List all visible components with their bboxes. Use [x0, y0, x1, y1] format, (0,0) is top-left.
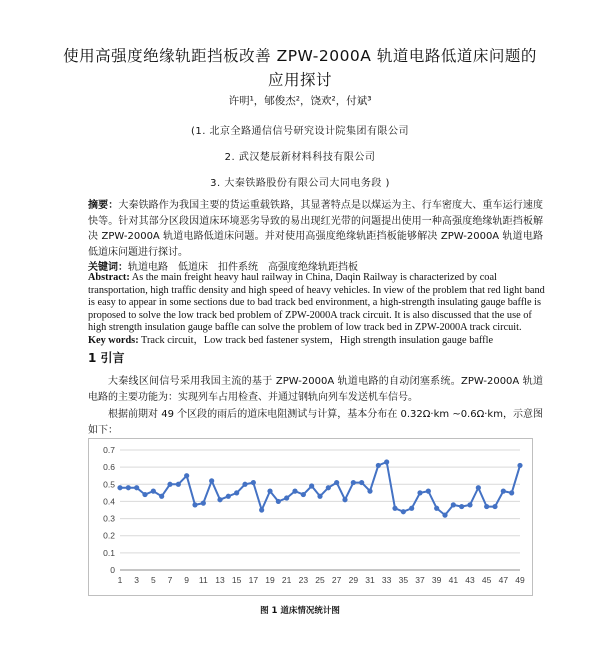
x-tick-label: 15 [231, 575, 242, 585]
data-point [501, 489, 506, 494]
data-point [417, 490, 422, 495]
x-tick-label: 27 [331, 575, 342, 585]
x-tick-label: 11 [198, 575, 208, 585]
x-tick-label: 37 [415, 575, 425, 585]
data-point [392, 506, 397, 511]
x-tick-label: 29 [348, 575, 359, 585]
abstract-zh-label: 摘要： [88, 200, 119, 211]
x-tick-label: 1 [117, 575, 123, 585]
x-tick-label: 47 [498, 575, 509, 585]
data-point [259, 507, 264, 512]
road-bed-chart [88, 438, 533, 596]
y-tick-label: 0.2 [103, 530, 115, 541]
x-tick-label: 17 [248, 575, 259, 585]
x-tick-label: 13 [215, 575, 225, 585]
section-heading: 1 引言 [88, 351, 125, 365]
paragraph-1: 大秦线区间信号采用我国主流的基于 ZPW-2000A 轨道电路的自动闭塞系统。ZPW-2000A 轨道电路的主要功能为：实现列车占用检查、并通过钢轨向列车发送机车信号。 [88, 376, 543, 403]
data-point [334, 480, 339, 485]
affiliation-1: (1. 北京全路通信信号研究设计院集团有限公司 [190, 126, 410, 137]
data-point [459, 504, 464, 509]
data-point [201, 501, 206, 506]
data-point [292, 489, 297, 494]
data-point [284, 495, 289, 500]
x-tick-label: 41 [448, 575, 459, 585]
data-point [476, 485, 481, 490]
data-point [384, 459, 389, 464]
data-point [484, 504, 489, 509]
data-point [301, 492, 306, 497]
data-point [267, 489, 272, 494]
data-point [184, 473, 189, 478]
x-tick-label: 31 [365, 575, 375, 585]
data-point [509, 490, 514, 495]
data-point [351, 480, 356, 485]
x-tick-label: 19 [265, 575, 275, 585]
data-point [367, 489, 372, 494]
x-tick-label: 21 [281, 575, 292, 585]
abstract-en-label: Abstract: [88, 272, 130, 283]
data-point [401, 509, 406, 514]
x-tick-label: 39 [431, 575, 442, 585]
data-point [276, 499, 281, 504]
abstract-en [88, 272, 546, 348]
affiliation-3: 3. 大秦铁路股份有限公司大同电务段 ) [210, 178, 390, 189]
data-point [359, 480, 364, 485]
data-point [242, 482, 247, 487]
data-point [342, 497, 347, 502]
authors: 许明¹，郇俊杰²，饶欢²，付斌³ [228, 95, 372, 107]
keywords-en-label: Key words: [88, 334, 139, 346]
data-point [117, 485, 122, 490]
data-point [409, 506, 414, 511]
x-tick-label: 45 [481, 575, 492, 585]
y-tick-label: 0.7 [103, 445, 115, 455]
affiliation-2: 2. 武汉楚辰新材料科技有限公司 [224, 152, 376, 163]
abstract-zh [88, 198, 543, 260]
x-tick-label: 49 [515, 575, 525, 585]
figure-caption: 图 1 道床情况统计图 [260, 606, 340, 616]
data-point [134, 485, 139, 490]
data-point [467, 502, 472, 507]
data-point [326, 485, 331, 490]
x-tick-label: 25 [315, 575, 325, 585]
y-tick-label: 0.4 [103, 496, 115, 507]
x-tick-label: 3 [134, 575, 140, 585]
data-point [151, 489, 156, 494]
x-tick-label: 35 [398, 575, 409, 585]
keywords-zh-text: 轨道电路 低道床 扣件系统 高强度绝缘轨距挡板 [128, 262, 358, 273]
x-tick-label: 43 [465, 575, 475, 585]
data-point [167, 482, 172, 487]
abstract-en-text: As the main freight heavy haul railway in China, Daqin Railway is characterized by coal transportation, high traffic density and high speed of heavy vehicles. In view of the problem that red light band is easy to appear in some sections due to bad track bed environment, a high-strength insulating gauge baffle is proposed to solve the low track bed problem of ZPW-2000A track circuit. It is also discussed that the use of high strength insulation gauge baffle can solve the problem of low track bed in ZPW-2000A track circuit. [88, 272, 545, 334]
keywords-zh-label: 关键词： [88, 262, 128, 273]
data-point [209, 478, 214, 483]
paragraph-2: 根据前期对 49 个区段的雨后的道床电阻测试与计算，基本分布在 0.32Ω·km ~0.6Ω·km，示意图如下： [88, 409, 543, 436]
data-point [451, 502, 456, 507]
data-point [159, 494, 164, 499]
x-tick-label: 23 [298, 575, 309, 585]
data-point [442, 513, 447, 518]
y-tick-label: 0.5 [103, 479, 115, 490]
x-tick-label: 7 [167, 575, 173, 585]
keywords-en-text: Track circuit，Low track bed fastener system，High strength insulation gauge baffle [138, 334, 494, 346]
data-point [434, 506, 439, 511]
x-tick-label: 33 [381, 575, 392, 585]
data-point [251, 480, 256, 485]
data-point [217, 497, 222, 502]
data-point [426, 489, 431, 494]
data-point [376, 463, 381, 468]
data-point [126, 485, 131, 490]
x-tick-label: 5 [150, 575, 156, 585]
y-tick-label: 0 [110, 565, 115, 575]
paper-title-line2: 应用探讨 [267, 71, 332, 89]
data-point [142, 492, 147, 497]
data-point [192, 502, 197, 507]
paper-title-line1: 使用高强度绝缘轨距挡板改善 ZPW-2000A 轨道电路低道床问题的 [63, 47, 537, 65]
y-tick-label: 0.6 [103, 462, 115, 473]
data-point [517, 463, 522, 468]
data-point [234, 490, 239, 495]
chart-frame [89, 439, 533, 596]
data-point [492, 504, 497, 509]
y-tick-label: 0.1 [103, 547, 115, 558]
data-point [226, 494, 231, 499]
data-point [309, 483, 314, 488]
data-point [176, 482, 181, 487]
data-point [317, 494, 322, 499]
x-tick-label: 9 [184, 575, 190, 585]
abstract-zh-text: 大秦铁路作为我国主要的货运重载铁路，其显著特点是以煤运为主、行车密度大、重车运行速度快等。针对其部分区段因道床环境恶劣导致的易出现红光带的问题提出使用一种高强度绝缘轨距挡板解决 ZPW-2000A 轨道电路低道床问题。并对使用高强度绝缘轨距挡板能够解决 ZPW-2000A 轨道电路低道床问题进行探讨。 [88, 200, 544, 258]
y-tick-label: 0.3 [103, 513, 115, 524]
